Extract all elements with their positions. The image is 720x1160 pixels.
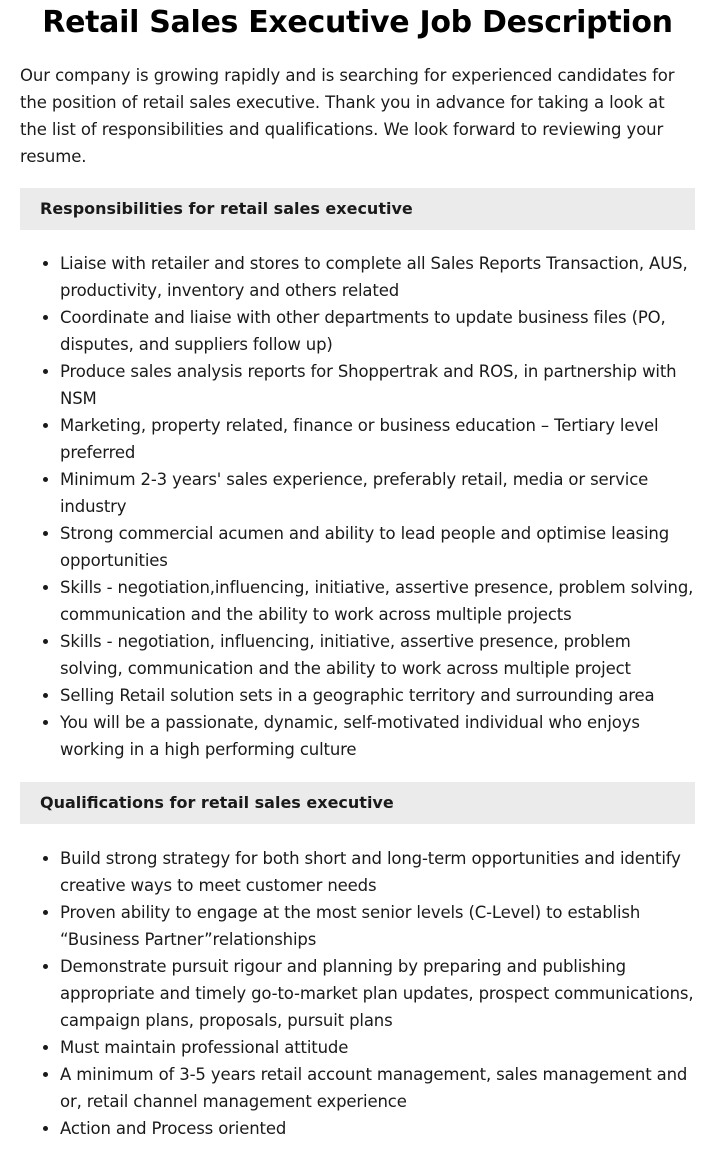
list-item: • Marketing, property related, finance or business education – Tertiary level preferred (60, 412, 695, 466)
page-title: Retail Sales Executive Job Description (42, 5, 673, 40)
intro-paragraph: Our company is growing rapidly and is searching for experienced candidates for the position of retail sales executive. Thank you in advance for taking a look at the list of responsibilities and qualifications. We look forward to reviewing your resume. (20, 66, 675, 166)
qualifications-list (20, 845, 695, 1142)
list-item: • Build strong strategy for both short and long-term opportunities and identify creative ways to meet customer needs (60, 845, 695, 899)
list-item: • Selling Retail solution sets in a geographic territory and surrounding area (60, 682, 695, 709)
list-item: • Liaise with retailer and stores to complete all Sales Reports Transaction, AUS, productivity, inventory and others related (60, 250, 695, 304)
list-item: • Skills - negotiation,influencing, initiative, assertive presence, problem solving, communication and the ability to work across multiple projects (60, 574, 695, 628)
list-item: • You will be a passionate, dynamic, self-motivated individual who enjoys working in a high performing culture (60, 709, 695, 763)
list-item: • Proven ability to engage at the most senior levels (C-Level) to establish “Business Partner”relationships (60, 899, 695, 953)
qualifications-heading: Qualifications for retail sales executive (20, 782, 695, 824)
list-item: • Demonstrate pursuit rigour and planning by preparing and publishing appropriate and timely go-to-market plan updates, prospect communications, campaign plans, proposals, pursuit plans (60, 953, 695, 1034)
responsibilities-heading: Responsibilities for retail sales executive (20, 188, 695, 230)
list-item: • Produce sales analysis reports for Shoppertrak and ROS, in partnership with NSM (60, 358, 695, 412)
list-item: • A minimum of 3-5 years retail account management, sales management and or, retail channel management experience (60, 1061, 695, 1115)
list-item: • Minimum 2-3 years' sales experience, preferably retail, media or service industry (60, 466, 695, 520)
list-item: • Skills - negotiation, influencing, initiative, assertive presence, problem solving, communication and the ability to work across multiple project (60, 628, 695, 682)
list-item: • Must maintain professional attitude (60, 1034, 695, 1061)
responsibilities-list (20, 250, 695, 763)
list-item: • Strong commercial acumen and ability to lead people and optimise leasing opportunities (60, 520, 695, 574)
list-item: • Action and Process oriented (60, 1115, 695, 1142)
list-item: • Coordinate and liaise with other departments to update business files (PO, disputes, and suppliers follow up) (60, 304, 695, 358)
